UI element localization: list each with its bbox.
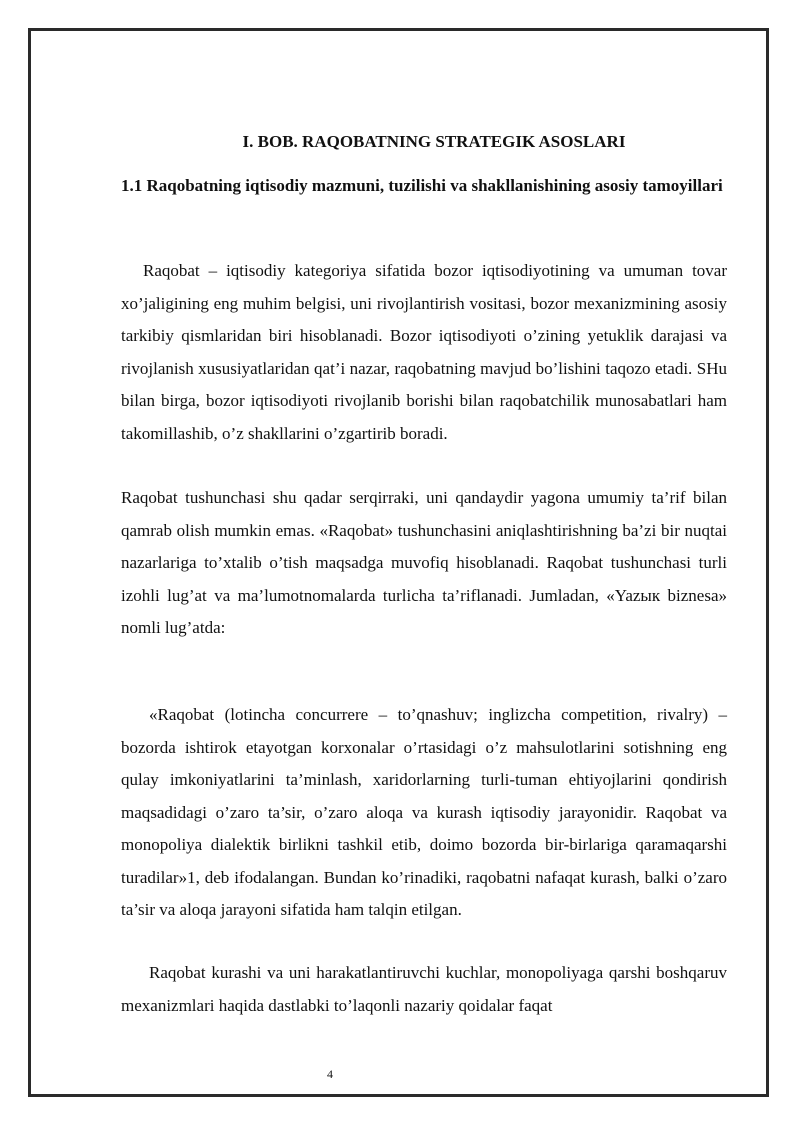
chapter-title: I. BOB. RAQOBATNING STRATEGIK ASOSLARI	[242, 132, 626, 151]
section-title: 1.1 Raqobatning iqtisodiy mazmuni, tuzilishi va shakllanishining asosiy tamoyillari	[121, 176, 723, 195]
page-number: 4	[327, 1067, 333, 1081]
paragraph-2: Raqobat tushunchasi shu qadar serqirraki, uni qandaydir yagona umumiy ta’rif bilan qamrab olish mumkin emas. «Raqobat» tushunchasini aniqlashtirishning ba’zi bir nuqtai nazarlariga to’xtalib o’tish maqsadga muvofiq hisoblanadi. Raqobat tushunchasi turli izohli lug’at va ma’lumotnomalarda turlicha ta’riflanadi. Jumladan, «Yazык biznesa» nomli lug’atda:	[121, 488, 727, 637]
paragraph-4: Raqobat kurashi va uni harakatlantiruvchi kuchlar, monopoliyaga qarshi boshqaruv mexanizmlari haqida dastlabki to’laqonli nazariy qoidalar faqat	[121, 963, 727, 1015]
paragraph-3-quote: «Raqobat (lotincha concurrere – to’qnashuv; inglizcha competition, rivalry) – bozorda ishtirok etayotgan korxonalar o’rtasidagi o’z mahsulotlarini sotishning eng qulay imkoniyatlarini ta’minlash, xaridorlarning turli-tuman ehtiyojlarini qondirish maqsadidagi o’zaro ta’sir, o’zaro aloqa va kurash iqtisodiy jarayonidir. Raqobat va monopoliya dialektik birlikni tashkil etib, doimo bozorda bir-birlariga qaramaqarshi turadilar»1, deb ifodalangan. Bundan ko’rinadiki, raqobatni nafaqat kurash, balki o’zaro ta’sir va aloqa jarayoni sifatida ham talqin etilgan.	[121, 705, 727, 919]
paragraph-1: Raqobat – iqtisodiy kategoriya sifatida bozor iqtisodiyotining va umuman tovar xo’jaligining eng muhim belgisi, uni rivojlantirish vositasi, bozor mexanizmining asosiy tarkibiy qismlaridan biri hisoblanadi. Bozor iqtisodiyoti o’zining yetuklik darajasi va rivojlanish xususiyatlaridan qat’i nazar, raqobatning mavjud bo’lishini taqozo etadi. SHu bilan birga, bozor iqtisodiyoti rivojlanib borishi bilan raqobatchilik munosabatlari ham takomillashib, o’z shakllarini o’zgartirib boradi.	[121, 261, 727, 443]
